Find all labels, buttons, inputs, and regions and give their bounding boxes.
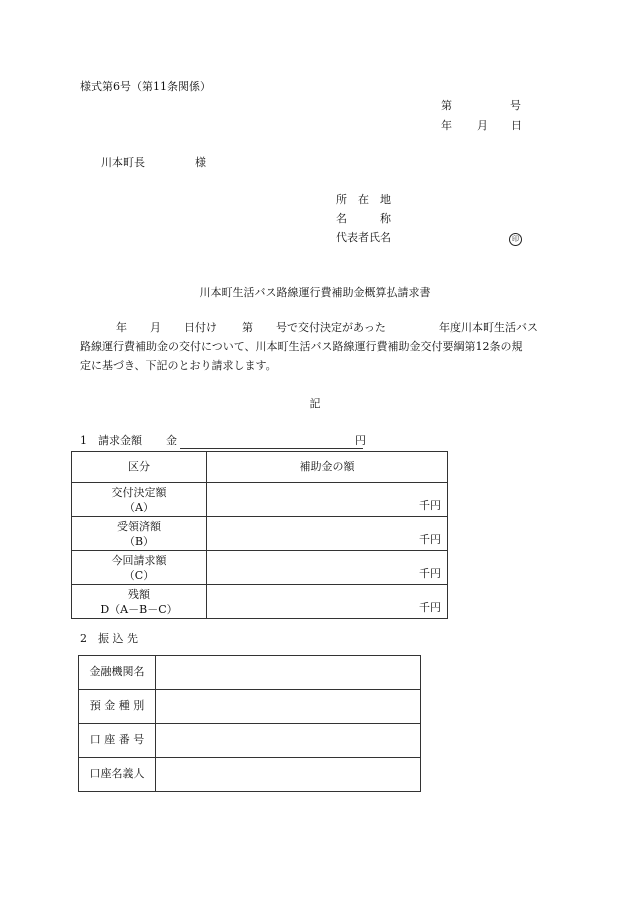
table-row — [72, 517, 448, 551]
table-row — [79, 656, 421, 690]
table-row — [72, 551, 448, 585]
header-amount: 補助金の額 — [207, 452, 448, 483]
date-month: 月 — [477, 119, 488, 132]
account-holder-field[interactable] — [156, 758, 421, 792]
body-year: 年 — [116, 321, 127, 334]
category-code: （C） — [123, 568, 155, 582]
category-code: （B） — [123, 534, 155, 548]
seal-icon: 印 — [509, 233, 522, 246]
amount-table — [71, 451, 448, 619]
date-year: 年 — [441, 119, 452, 132]
amount-yen: 円 — [355, 434, 366, 447]
bank-name-label: 金融機関名 — [79, 656, 156, 690]
body-line-2: 路線運行費補助金の交付について、川本町生活バス路線運行費補助金交付要綱第12条の規 — [80, 340, 523, 353]
table-row — [79, 690, 421, 724]
section2-heading: 2 振 込 先 — [80, 632, 138, 645]
document-title: 川本町生活バス路線運行費補助金概算払請求書 — [199, 286, 431, 299]
body-line-3: 定に基づき、下記のとおり請求します。 — [80, 359, 277, 372]
body-day: 日付け — [184, 321, 217, 334]
body-month: 月 — [150, 321, 161, 334]
category-cell — [72, 517, 207, 551]
category-name: 交付決定額 — [111, 485, 167, 499]
table-row — [72, 483, 448, 517]
form-id: 様式第6号（第11条関係） — [80, 80, 211, 93]
category-cell — [72, 483, 207, 517]
table-row — [79, 724, 421, 758]
category-name: 残額 — [128, 587, 150, 601]
category-code: D（A－B－C） — [100, 602, 178, 616]
amount-table-header — [72, 452, 448, 483]
category-cell — [72, 585, 207, 619]
category-name: 受領済額 — [117, 519, 161, 533]
header-category: 区分 — [72, 452, 207, 483]
bank-table — [78, 655, 421, 792]
account-number-field[interactable] — [156, 724, 421, 758]
amount-kin: 金 — [166, 434, 177, 447]
date-day: 日 — [511, 119, 522, 132]
account-type-field[interactable] — [156, 690, 421, 724]
amount-cell[interactable]: 千円 — [207, 517, 448, 551]
body-number-prefix: 第 — [242, 321, 253, 334]
section1-heading: 1 請求金額 — [80, 434, 142, 447]
table-row — [72, 585, 448, 619]
amount-cell[interactable]: 千円 — [207, 483, 448, 517]
representative-label: 代表者氏名 — [336, 231, 391, 244]
category-cell — [72, 551, 207, 585]
number-suffix: 号 — [510, 99, 521, 112]
body-number-suffix: 号で交付決定があった — [276, 321, 386, 334]
account-holder-label: 口座名義人 — [79, 758, 156, 792]
body-fiscal-year: 年度川本町生活バス — [439, 321, 538, 334]
number-prefix: 第 — [441, 99, 452, 112]
table-row — [79, 758, 421, 792]
addressee-honorific: 様 — [195, 156, 206, 169]
category-name: 今回請求額 — [111, 553, 167, 567]
account-number-label: 口 座 番 号 — [79, 724, 156, 758]
location-label: 所 在 地 — [336, 193, 391, 206]
name-label: 名 称 — [336, 212, 391, 225]
amount-underline — [180, 448, 363, 449]
amount-cell[interactable]: 千円 — [207, 585, 448, 619]
ki-label: 記 — [309, 397, 321, 410]
addressee-name: 川本町長 — [101, 156, 145, 169]
category-code: （A） — [124, 500, 154, 514]
account-type-label: 預 金 種 別 — [79, 690, 156, 724]
amount-cell[interactable]: 千円 — [207, 551, 448, 585]
bank-name-field[interactable] — [156, 656, 421, 690]
